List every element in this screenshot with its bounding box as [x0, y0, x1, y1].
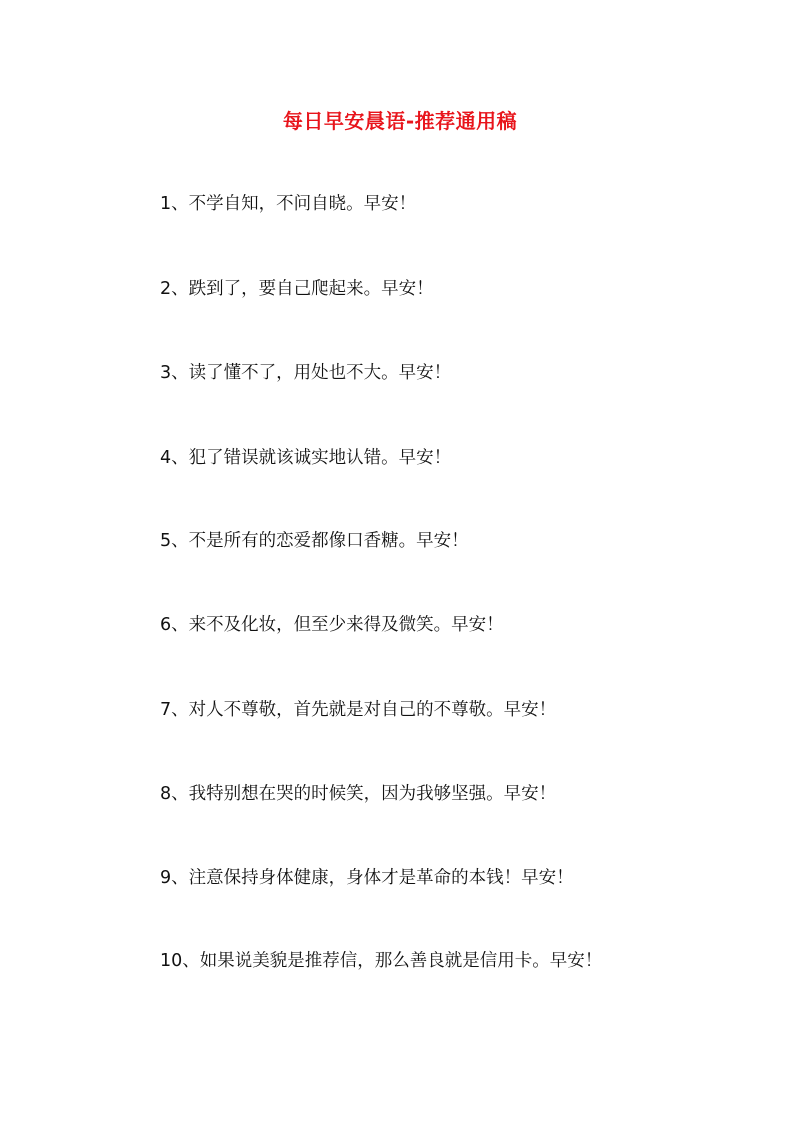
list-item: 4、犯了错误就该诚实地认错。早安！ [160, 448, 452, 468]
list-item: 7、对人不尊敬，首先就是对自己的不尊敬。早安！ [160, 700, 557, 720]
list-item: 10、如果说美貌是推荐信，那么善良就是信用卡。早安！ [160, 951, 603, 971]
list-item: 1、不学自知，不问自晓。早安！ [160, 194, 417, 214]
page-title: 每日早安晨语-推荐通用稿 [282, 109, 518, 133]
list-item: 5、不是所有的恋爱都像口香糖。早安！ [160, 531, 469, 551]
list-item: 2、跌到了，要自己爬起来。早安！ [160, 279, 434, 299]
list-item: 3、读了懂不了，用处也不大。早安！ [160, 363, 452, 383]
list-item: 8、我特别想在哭的时候笑，因为我够坚强。早安！ [160, 784, 557, 804]
list-item: 6、来不及化妆，但至少来得及微笑。早安！ [160, 615, 504, 635]
list-item: 9、注意保持身体健康，身体才是革命的本钱！早安！ [160, 868, 574, 888]
